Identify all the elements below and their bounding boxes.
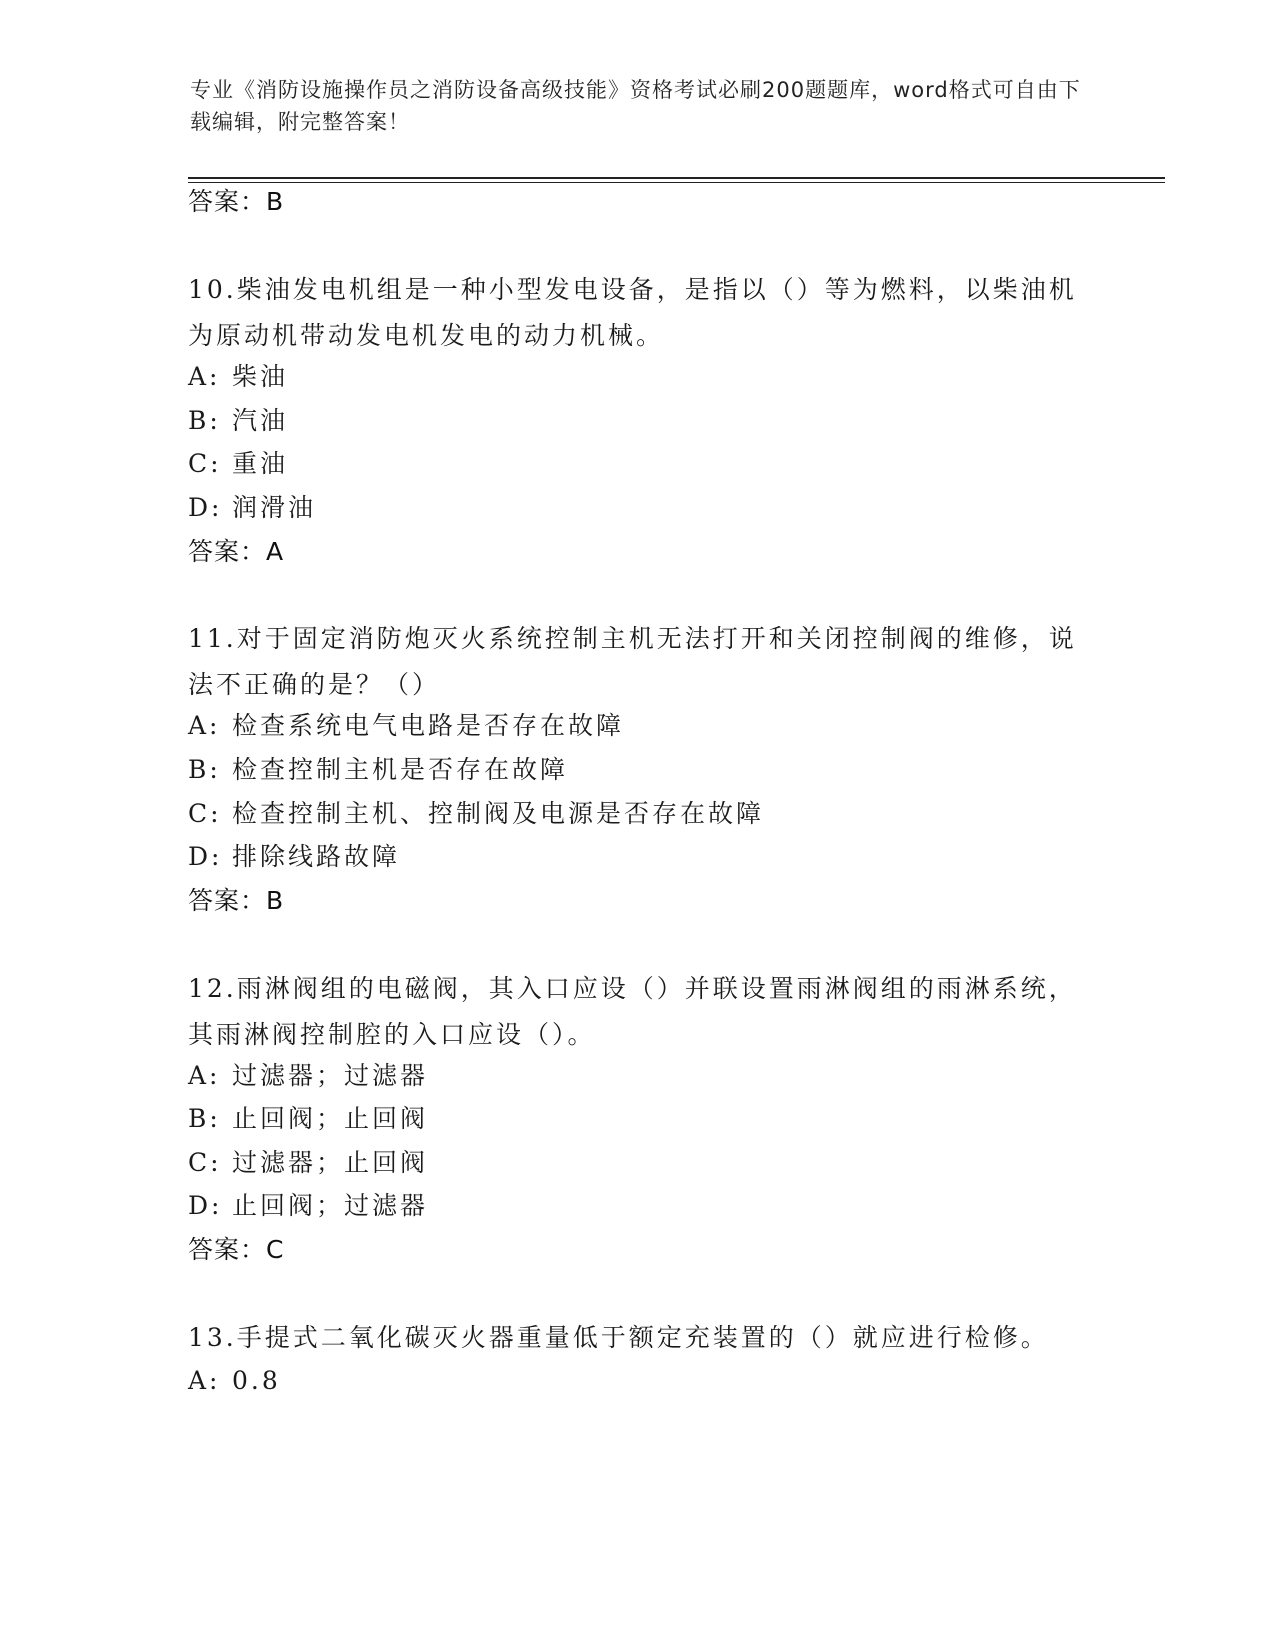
option-text: 检查系统电气电路是否存在故障 — [232, 711, 625, 740]
option-text: 止回阀；过滤器 — [232, 1191, 429, 1220]
option-text: 过滤器；过滤器 — [232, 1061, 429, 1090]
option-text: 重油 — [232, 449, 289, 478]
option-text: 0.8 — [232, 1366, 281, 1395]
question-stem: 12.雨淋阀组的电磁阀，其入口应设（）并联设置雨淋阀组的雨淋系统，其雨淋阀控制腔的入口应设（）。 — [188, 974, 1077, 1049]
option-key: A: — [188, 362, 221, 391]
option-key: A: — [188, 1061, 221, 1090]
option-text: 排除线路故障 — [232, 842, 401, 871]
option-d — [188, 491, 316, 525]
document-header: 专业《消防设施操作员之消防设备高级技能》资格考试必刷200题题库，word格式可自由下载编辑，附完整答案！ — [190, 78, 1081, 134]
option-a — [188, 709, 624, 743]
answer-line: 答案：B — [188, 886, 285, 915]
option-key: B: — [188, 755, 221, 784]
option-text: 检查控制主机是否存在故障 — [232, 755, 569, 784]
option-c — [188, 447, 288, 481]
option-key: B: — [188, 406, 221, 435]
answer-line: 答案：A — [188, 537, 285, 566]
option-c — [188, 1146, 428, 1180]
option-b — [188, 404, 288, 438]
option-key: C: — [188, 799, 222, 828]
option-key: A: — [188, 1366, 221, 1395]
option-key: C: — [188, 1148, 222, 1177]
option-c — [188, 797, 764, 831]
option-text: 柴油 — [232, 362, 289, 391]
option-text: 过滤器；止回阀 — [232, 1148, 429, 1177]
option-b — [188, 753, 568, 787]
header-rule-thin — [188, 182, 1165, 183]
option-key: D: — [188, 1191, 223, 1220]
option-key: D: — [188, 842, 223, 871]
option-text: 润滑油 — [232, 493, 317, 522]
option-d — [188, 840, 400, 874]
option-d — [188, 1189, 428, 1223]
option-text: 汽油 — [232, 406, 289, 435]
header-rule-thick — [188, 177, 1165, 179]
option-key: A: — [188, 711, 221, 740]
option-key: D: — [188, 493, 223, 522]
option-key: B: — [188, 1104, 221, 1133]
question-stem: 13.手提式二氧化碳灭火器重量低于额定充装置的（）就应进行检修。 — [188, 1323, 1049, 1352]
option-text: 止回阀；止回阀 — [232, 1104, 429, 1133]
option-text: 检查控制主机、控制阀及电源是否存在故障 — [232, 799, 765, 828]
option-a — [188, 1364, 281, 1398]
question-stem: 10.柴油发电机组是一种小型发电设备，是指以（）等为燃料，以柴油机为原动机带动发电机发电的动力机械。 — [188, 275, 1077, 350]
answer-line: 答案：B — [188, 187, 285, 216]
option-key: C: — [188, 449, 222, 478]
option-a — [188, 360, 288, 394]
answer-line: 答案：C — [188, 1235, 285, 1264]
option-a — [188, 1059, 428, 1093]
option-b — [188, 1102, 428, 1136]
question-stem: 11.对于固定消防炮灭火系统控制主机无法打开和关闭控制阀的维修，说法不正确的是？（） — [188, 624, 1077, 699]
